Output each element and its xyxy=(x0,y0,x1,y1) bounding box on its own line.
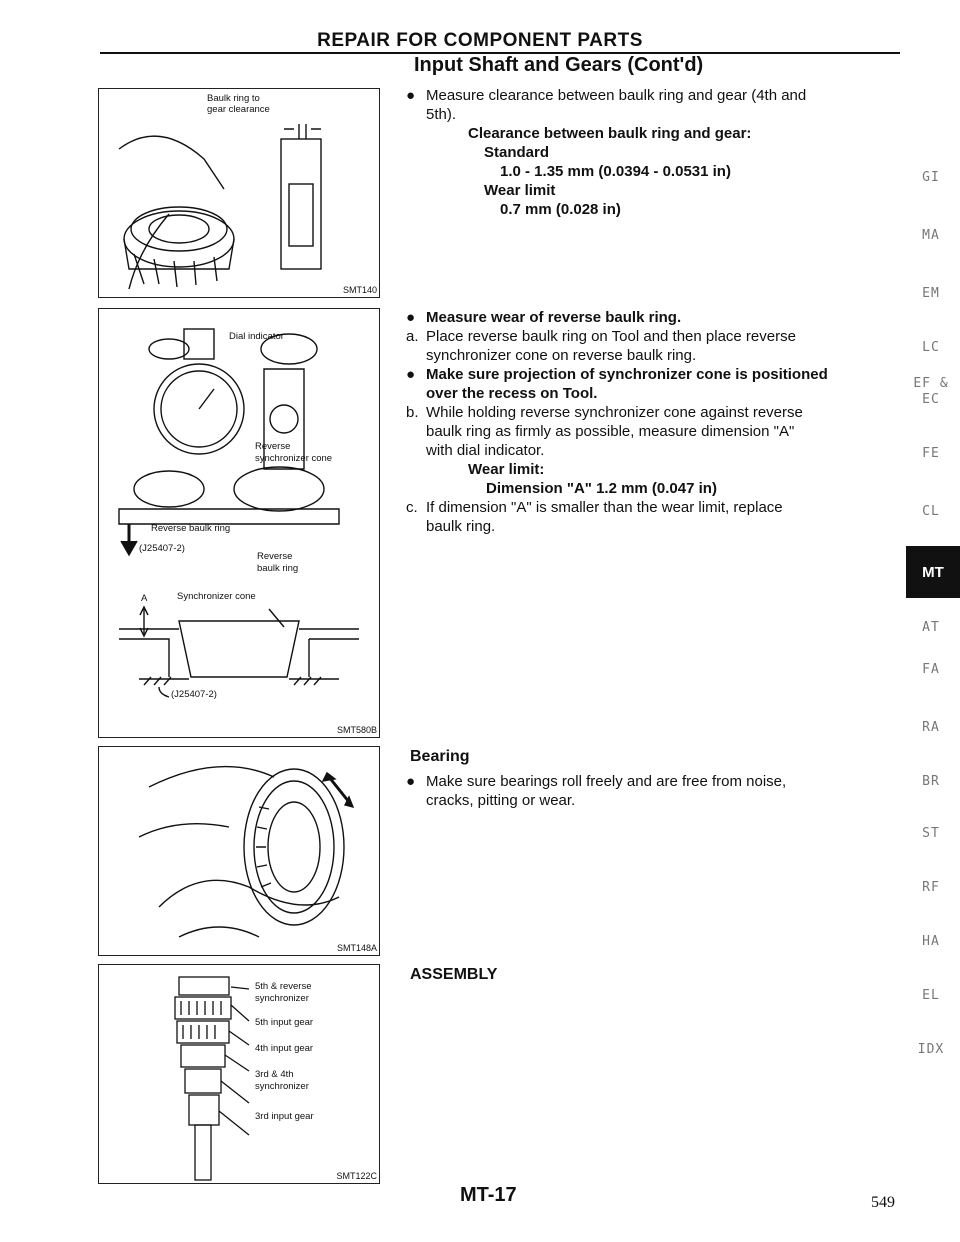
bearing-line2: cracks, pitting or wear. xyxy=(426,792,576,809)
tool-label-2: (J25407-2) xyxy=(171,689,217,700)
assembly-label-4a: 3rd & 4th xyxy=(255,1069,294,1080)
bearing-section xyxy=(400,772,900,810)
page-header-title: REPAIR FOR COMPONENT PARTS xyxy=(317,30,643,51)
step-a-line2: synchronizer cone on reverse baulk ring. xyxy=(426,347,697,364)
reverse-baulk-ring-label: Reverse baulk ring xyxy=(151,523,231,534)
synchronizer-cone-label: Synchronizer cone xyxy=(177,591,256,602)
fig3-code: SMT148A xyxy=(336,943,377,953)
step-a-line1: Place reverse baulk ring on Tool and then place reverse xyxy=(426,328,796,345)
side-tab-ma[interactable]: MA xyxy=(922,228,940,243)
side-tab-ha[interactable]: HA xyxy=(922,934,940,949)
step-c-line2: baulk ring. xyxy=(426,518,496,535)
figure-baulk-ring-clearance xyxy=(98,88,380,298)
side-tab-gi[interactable]: GI xyxy=(922,170,940,185)
reverse-baulk-label-1: Reverse xyxy=(257,551,293,562)
step-b-marker: b. xyxy=(406,404,419,421)
side-tab-el[interactable]: EL xyxy=(922,988,940,1003)
clearance-wear-limit-label: Wear limit xyxy=(484,182,556,199)
tool-label-1: (J25407-2) xyxy=(139,543,185,554)
fig1-label-line1: Baulk ring to xyxy=(207,93,260,104)
step-b-line1: While holding reverse synchronizer cone against reverse xyxy=(426,404,803,421)
reverse-cone-label-2: synchronizer cone xyxy=(255,453,333,464)
reverse-wear-limit-value: Dimension "A" 1.2 mm (0.047 in) xyxy=(486,480,717,497)
bullet-marker: ● xyxy=(406,87,416,104)
baulk-ring-clearance-illustration xyxy=(99,89,379,297)
page-code: MT-17 xyxy=(460,1184,517,1206)
side-tab-st[interactable]: ST xyxy=(922,826,940,841)
page-number: 549 xyxy=(871,1194,895,1211)
assembly-label-2: 5th input gear xyxy=(255,1017,314,1028)
dial-indicator-label: Dial indicator xyxy=(229,331,284,342)
fig2-code: SMT580B xyxy=(336,725,377,735)
side-tab-br[interactable]: BR xyxy=(922,774,940,789)
standard-label: Standard xyxy=(484,144,550,161)
assembly-label-1a: 5th & reverse xyxy=(255,981,312,992)
assembly-heading: ASSEMBLY xyxy=(410,966,498,983)
side-tab-rf[interactable]: RF xyxy=(922,880,940,895)
standard-value: 1.0 - 1.35 mm (0.0394 - 0.0531 in) xyxy=(500,163,731,180)
side-tab-ra[interactable]: RA xyxy=(922,720,940,735)
assembly-illustration xyxy=(99,965,379,1183)
figure-assembly xyxy=(98,964,380,1184)
clearance-line1: Measure clearance between baulk ring and gear (4th and xyxy=(426,87,807,104)
side-tab-ef[interactable]: EF & xyxy=(913,376,949,391)
bearing-heading: Bearing xyxy=(410,748,470,765)
bearing-check-illustration xyxy=(99,747,379,955)
clearance-section xyxy=(400,86,900,219)
reverse-baulk-label-2: baulk ring xyxy=(257,563,299,574)
clearance-wear-limit-value: 0.7 mm (0.028 in) xyxy=(500,201,621,218)
assembly-label-1b: synchronizer xyxy=(255,993,309,1004)
reverse-baulk-section xyxy=(400,308,900,536)
side-tab-idx[interactable]: IDX xyxy=(917,1042,945,1057)
side-tab-cl[interactable]: CL xyxy=(922,504,940,519)
side-tab-lc[interactable]: LC xyxy=(922,340,940,355)
reverse-baulk-ring-illustration xyxy=(99,309,379,737)
side-tab-mt-active[interactable]: MT xyxy=(906,546,960,598)
side-tab-em[interactable]: EM xyxy=(922,286,940,301)
side-tab-fa[interactable]: FA xyxy=(922,662,940,677)
reverse-cone-label-1: Reverse xyxy=(255,441,291,452)
step-b-line3: with dial indicator. xyxy=(426,442,545,459)
section-title: Input Shaft and Gears (Cont'd) xyxy=(414,54,704,76)
assembly-label-5: 3rd input gear xyxy=(255,1111,314,1122)
reverse-wear-limit-label: Wear limit: xyxy=(468,461,545,478)
bearing-line1: Make sure bearings roll freely and are free from noise, xyxy=(426,773,787,790)
step-b-line2: baulk ring as firmly as possible, measure dimension "A" xyxy=(426,423,795,440)
bullet-marker: ● xyxy=(406,366,416,383)
reverse-bullet1: Measure wear of reverse baulk ring. xyxy=(426,309,682,326)
bullet-marker: ● xyxy=(406,773,416,790)
figure-reverse-baulk-ring xyxy=(98,308,380,738)
fig1-code: SMT140 xyxy=(342,285,377,295)
reverse-bullet2-line2: over the recess on Tool. xyxy=(426,385,598,402)
figure-bearing-check xyxy=(98,746,380,956)
fig1-label-line2: gear clearance xyxy=(207,104,270,115)
fig4-code: SMT122C xyxy=(336,1171,377,1181)
step-c-marker: c. xyxy=(406,499,418,516)
side-tab-at[interactable]: AT xyxy=(922,620,940,635)
assembly-label-3: 4th input gear xyxy=(255,1043,314,1054)
reverse-bullet2-line1: Make sure projection of synchronizer cone is positioned xyxy=(426,366,828,383)
dimension-a-label: A xyxy=(141,593,148,604)
step-c-line1: If dimension "A" is smaller than the wear limit, replace xyxy=(426,499,783,516)
side-tab-ec[interactable]: EC xyxy=(922,392,940,407)
clearance-line2: 5th). xyxy=(426,106,457,123)
assembly-label-4b: synchronizer xyxy=(255,1081,309,1092)
side-tab-fe[interactable]: FE xyxy=(922,446,940,461)
clearance-spec-title: Clearance between baulk ring and gear: xyxy=(468,125,752,142)
bullet-marker: ● xyxy=(406,309,416,326)
step-a-marker: a. xyxy=(406,328,419,345)
